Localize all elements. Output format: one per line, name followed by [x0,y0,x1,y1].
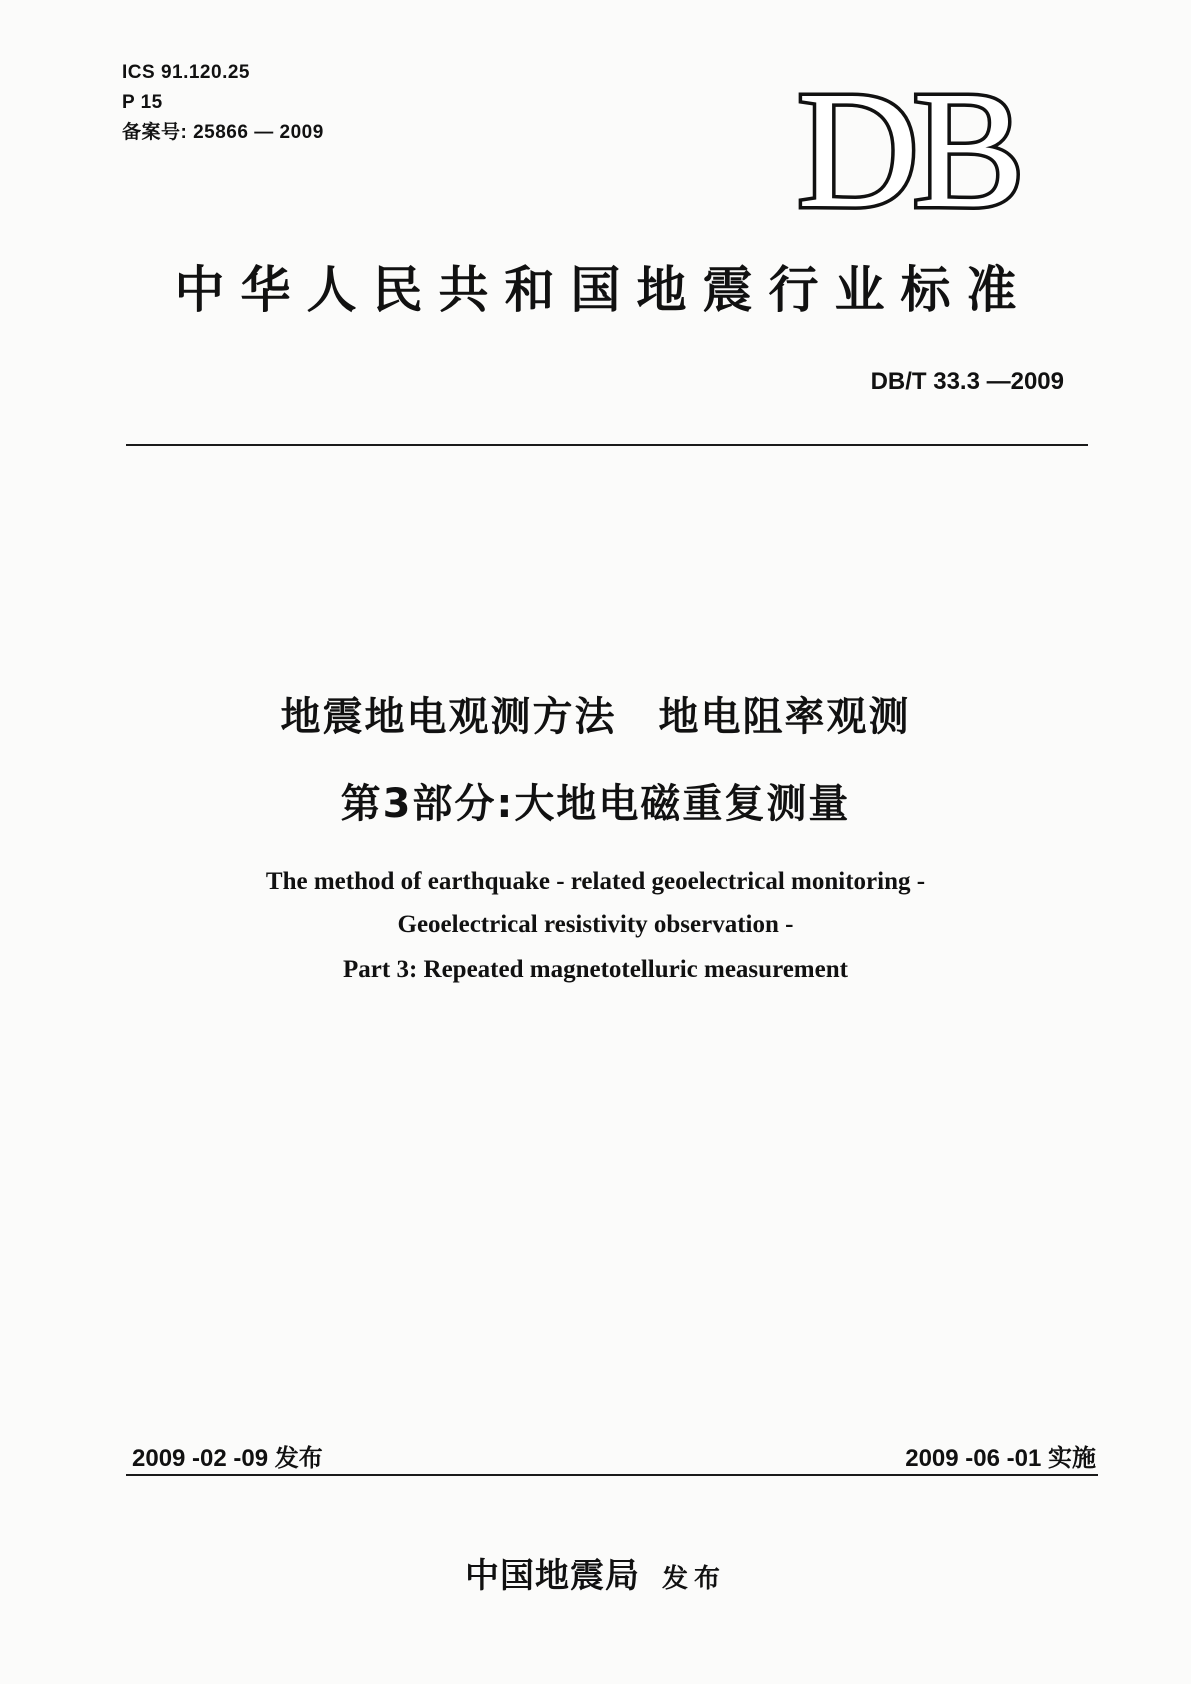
db-logo-text: DB [797,78,1019,228]
effective-date: 2009 -06 -01 实施 [905,1445,1096,1472]
english-title-line-1: The method of earthquake - related geoelectrical monitoring - [265,868,926,895]
chinese-title-line-2: 第3部分:大地电磁重复测量 [340,781,851,827]
publisher-line [0,1548,1191,1597]
bottom-divider [126,1474,1098,1476]
document-metadata [122,58,324,148]
issue-date: 2009 -02 -09 发布 [132,1445,323,1472]
chinese-title-line-1: 地震地电观测方法 地电阻率观测 [280,694,911,740]
publisher-action: 发布 [661,1564,726,1594]
publisher-organization: 中国地震局 [464,1556,640,1596]
top-divider [126,444,1088,446]
english-title-line-3: Part 3: Repeated magnetotelluric measurement [343,956,848,983]
record-number: 备案号: 25866 — 2009 [122,122,324,143]
ics-code: ICS 91.120.25 [122,62,250,83]
english-title-line-2: Geoelectrical resistivity observation - [397,911,794,938]
db-logo [788,78,1028,228]
standard-number: DB/T 33.3 —2009 [870,368,1064,395]
standard-type-heading: 中华人民共和国地震行业标准 [174,260,1033,319]
category-code: P 15 [122,92,163,113]
